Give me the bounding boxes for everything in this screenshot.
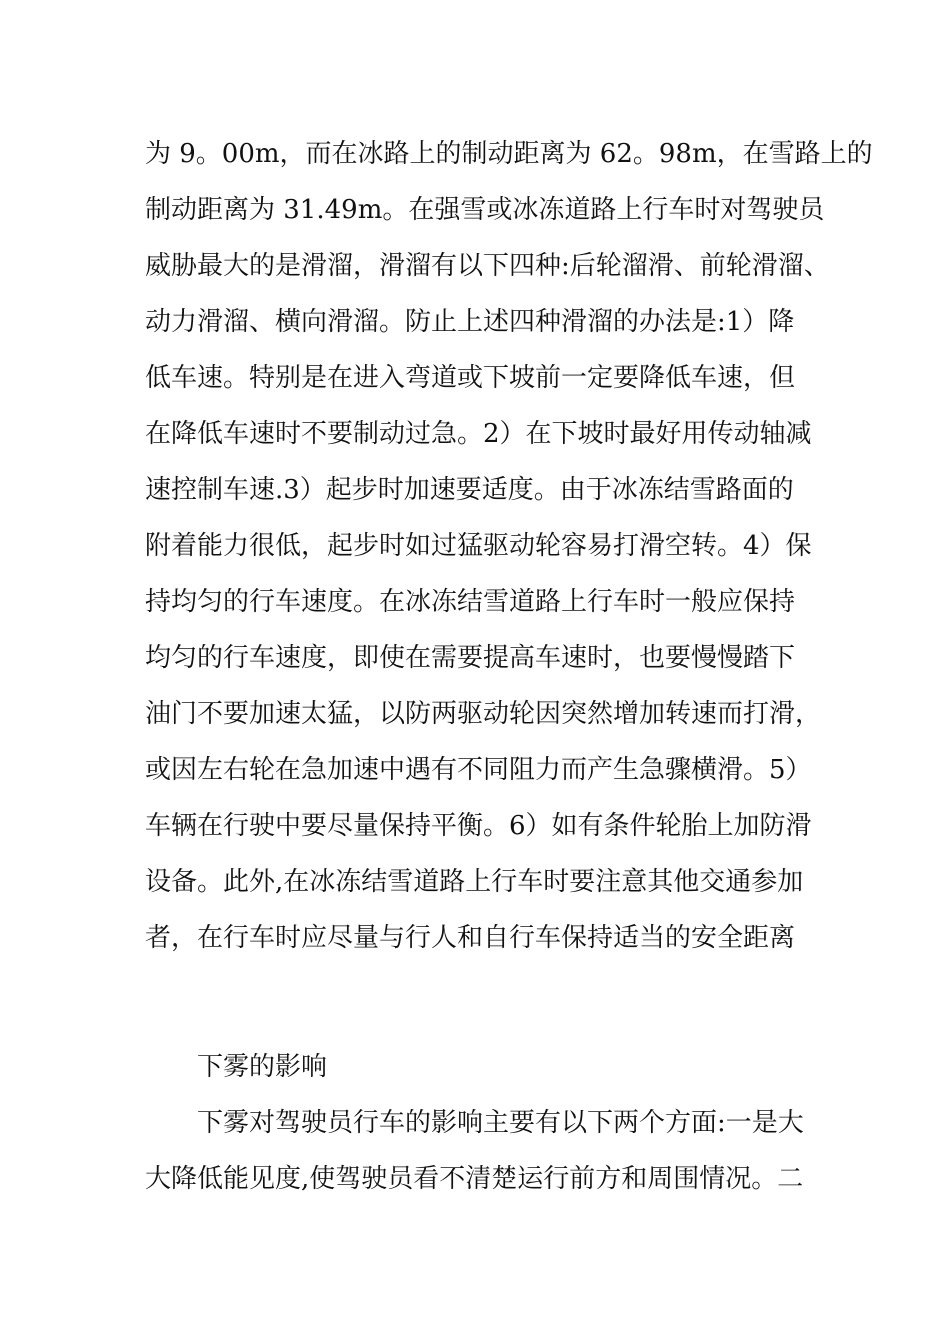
section-heading: 下雾的影响 (197, 1052, 328, 1082)
text-line: 速控制车速.3）起步时加速要适度。由于冰冻结雪路面的 (145, 475, 794, 505)
text-line: 均匀的行车速度，即使在需要提高车速时，也要慢慢踏下 (145, 643, 796, 673)
text-line: 在降低车速时不要制动过急。2）在下坡时最好用传动轴减 (145, 419, 812, 449)
text-line: 油门不要加速太猛，以防两驱动轮因突然增加转速而打滑， (145, 699, 822, 729)
text-line: 低车速。特别是在进入弯道或下坡前一定要降低车速，但 (145, 363, 796, 393)
text-line: 为 9。00m，而在冰路上的制动距离为 62。98m，在雪路上的 (145, 139, 873, 169)
text-line: 持均匀的行车速度。在冰冻结雪道路上行车时一般应保持 (145, 587, 796, 617)
text-line: 附着能力很低，起步时如过猛驱动轮容易打滑空转。4）保 (145, 531, 812, 561)
text-line: 设备。此外,在冰冻结雪道路上行车时要注意其他交通参加 (145, 867, 804, 897)
text-line: 大降低能见度,使驾驶员看不清楚运行前方和周围情况。二 (145, 1164, 804, 1194)
text-line: 车辆在行驶中要尽量保持平衡。6）如有条件轮胎上加防滑 (145, 811, 812, 841)
text-line: 或因左右轮在急加速中遇有不同阻力而产生急骤横滑。5） (145, 755, 812, 785)
text-line: 者，在行车时应尽量与行人和自行车保持适当的安全距离 (145, 923, 796, 953)
text-line: 动力滑溜、横向滑溜。防止上述四种滑溜的办法是:1）降 (145, 307, 795, 337)
text-line: 下雾对驾驶员行车的影响主要有以下两个方面:一是大 (197, 1108, 804, 1138)
text-line: 威胁最大的是滑溜，滑溜有以下四种:后轮溜滑、前轮滑溜、 (145, 251, 830, 281)
text-line: 制动距离为 31.49m。在强雪或冰冻道路上行车时对驾驶员 (145, 195, 825, 225)
